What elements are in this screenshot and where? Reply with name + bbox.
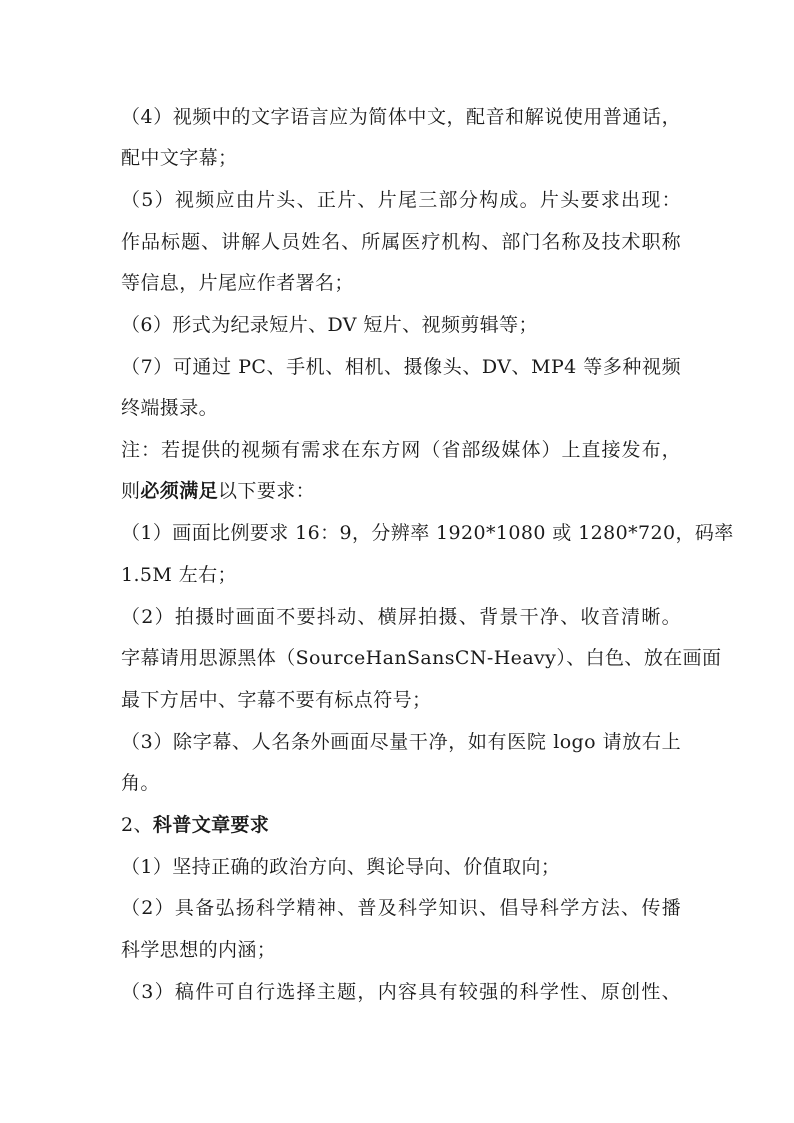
paragraph-line: （4）视频中的文字语言应为简体中文，配音和解说使用普通话， [121,106,681,128]
note-line: 注：若提供的视频有需求在东方网（省部级媒体）上直接发布， [121,439,681,461]
paragraph-line: 1.5M 左右； [121,564,237,586]
section-heading [121,812,681,838]
paragraph-line: （3）稿件可自行选择主题，内容具有较强的科学性、原创性、 [121,981,681,1003]
paragraph-line: 字幕请用思源黑体（SourceHanSansCN-Heavy）、白色、放在画面 [121,647,722,669]
paragraph-line: （1）画面比例要求 16：9，分辨率 1920*1080 或 1280*720，码率 [121,522,734,544]
paragraph-line: （3）除字幕、人名条外画面尽量干净，如有医院 logo 请放右上 [121,731,681,753]
paragraph-line: （2）拍摄时画面不要抖动、横屏拍摄、背景干净、收音清晰。 [121,606,681,628]
must-meet-line [121,478,681,504]
paragraph-line: 作品标题、讲解人员姓名、所属医疗机构、部门名称及技术职称 [121,231,681,253]
must-meet-emphasis: 必须满足 [140,480,219,502]
paragraph-line: 角。 [121,772,160,794]
paragraph-line: （7）可通过 PC、手机、相机、摄像头、DV、MP4 等多种视频 [121,356,681,378]
paragraph-line: （1）坚持正确的政治方向、舆论导向、价值取向； [121,856,561,878]
paragraph-line: 配中文字幕； [121,147,238,169]
paragraph-line: （6）形式为纪录短片、DV 短片、视频剪辑等； [121,314,538,336]
paragraph-line: 最下方居中、字幕不要有标点符号； [121,689,432,711]
section-title: 科普文章要求 [152,814,270,836]
paragraph-line: 等信息，片尾应作者署名； [121,272,354,294]
paragraph-line: （5）视频应由片头、正片、片尾三部分构成。片头要求出现： [121,189,681,211]
section-number: 2、 [121,814,153,836]
paragraph-line: 终端摄录。 [121,397,219,419]
must-meet-post: 以下要求： [218,480,316,502]
paragraph-line: （2）具备弘扬科学精神、普及科学知识、倡导科学方法、传播 [121,897,681,919]
paragraph-line: 科学思想的内涵； [121,939,277,961]
must-meet-pre: 则 [121,480,141,502]
